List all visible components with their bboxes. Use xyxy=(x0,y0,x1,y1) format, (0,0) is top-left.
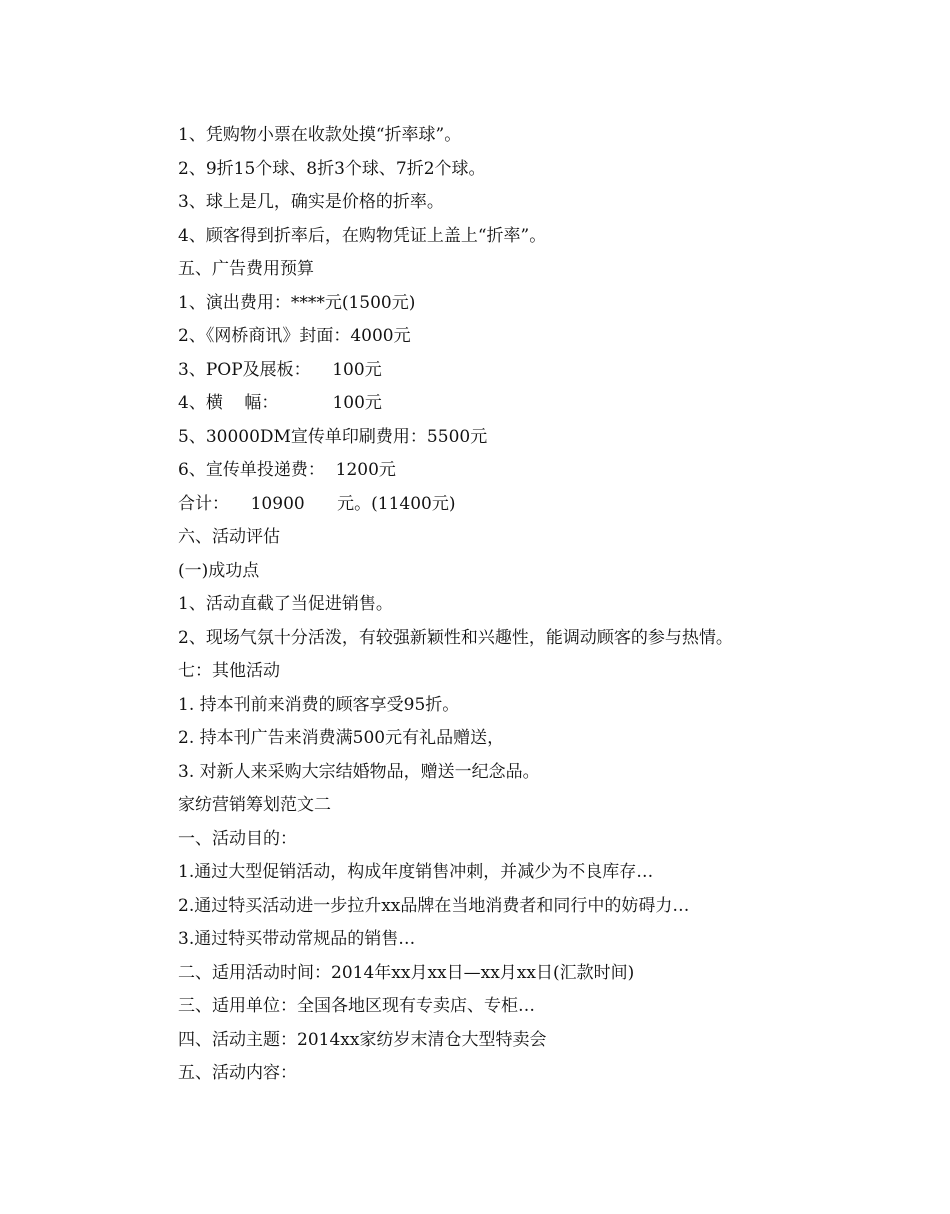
section-heading: 三、适用单位：全国各地区现有专卖店、专柜… xyxy=(178,996,535,1016)
section-heading: 六、活动评估 xyxy=(178,527,280,547)
text-line: 2、《网桥商讯》封面：4000元 xyxy=(178,326,411,346)
text-line: 1. 持本刊前来消费的顾客享受95折。 xyxy=(178,694,460,715)
section-heading: 二、适用活动时间：2014年xx月xx日—xx月xx日(汇款时间) xyxy=(178,962,635,983)
text-line: 1、演出费用：****元(1500元) xyxy=(178,292,416,313)
document-body xyxy=(178,119,878,1091)
text-line: 3、球上是几，确实是价格的折率。 xyxy=(178,192,444,212)
section-heading: 一、活动目的： xyxy=(178,828,297,849)
text-line: 1、凭购物小票在收款处摸“折率球”。 xyxy=(178,125,462,145)
text-line: 5、30000DM宣传单印刷费用：5500元 xyxy=(178,426,488,447)
text-line: 2. 持本刊广告来消费满500元有礼品赠送， xyxy=(178,728,505,748)
text-line: 3. 对新人来采购大宗结婚物品，赠送一纪念品。 xyxy=(178,761,540,782)
text-line: 2、现场气氛十分活泼，有较强新颖性和兴趣性，能调动顾客的参与热情。 xyxy=(178,627,733,648)
text-line: 2.通过特买活动进一步拉升xx品牌在当地消费者和同行中的妨碍力… xyxy=(178,895,690,916)
text-line: 4、顾客得到折率后，在购物凭证上盖上“折率”。 xyxy=(178,225,547,246)
text-line: 3.通过特买带动常规品的销售… xyxy=(178,929,416,949)
text-line: 3、POP及展板： 100元 xyxy=(178,359,382,380)
text-line: 4、横 幅： 100元 xyxy=(178,393,382,413)
text-line: 6、宣传单投递费： 1200元 xyxy=(178,460,396,480)
text-line: 1、活动直截了当促进销售。 xyxy=(178,594,393,614)
section-heading: 五、活动内容： xyxy=(178,1063,297,1083)
document-subtitle: 家纺营销筹划范文二 xyxy=(178,795,331,815)
section-heading: 四、活动主题：2014xx家纺岁末清仓大型特卖会 xyxy=(178,1029,547,1050)
section-heading: 七：其他活动 xyxy=(178,661,280,681)
text-line: 2、9折15个球、8折3个球、7折2个球。 xyxy=(178,158,486,179)
text-line: 1.通过大型促销活动，构成年度销售冲刺，并减少为不良库存… xyxy=(178,862,654,882)
subsection-heading: (一)成功点 xyxy=(178,560,260,581)
section-heading: 五、广告费用预算 xyxy=(178,259,314,279)
total-line: 合计： 10900 元。(11400元) xyxy=(178,493,456,514)
